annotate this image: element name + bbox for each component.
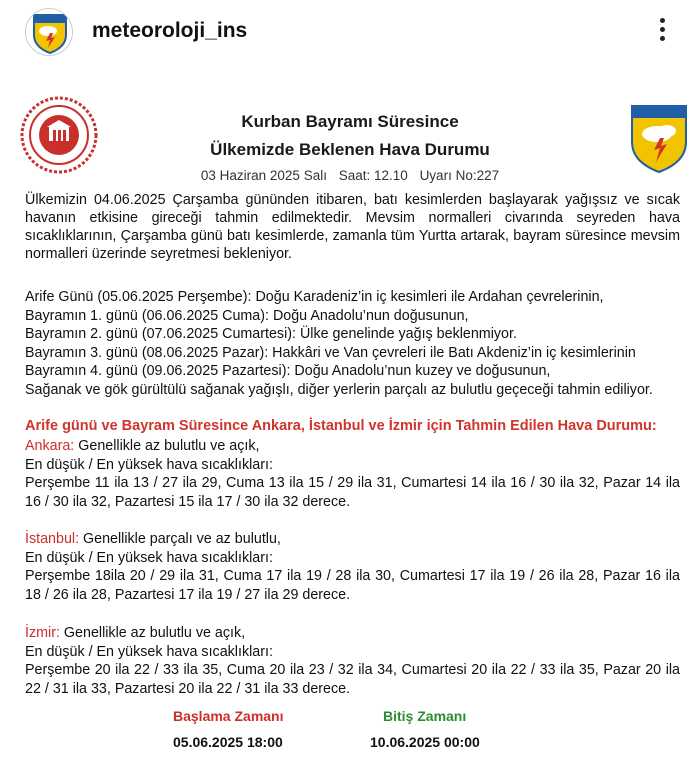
warning-number: Uyarı No:227 — [419, 168, 500, 183]
avatar[interactable] — [25, 8, 73, 56]
day-item: Bayramın 4. günü (09.06.2025 Pazartesi): Doğu Anadolu’nun kuzey ve doğusunun, — [25, 363, 551, 379]
city-summary: Genellikle parçalı ve az bulutlu, — [79, 531, 281, 547]
temps-label: En düşük / En yüksek hava sıcaklıkları: — [25, 643, 273, 660]
emergency-seal-logo — [20, 96, 98, 174]
end-time-label: Bitiş Zamanı — [383, 708, 467, 724]
day-item: Bayramın 1. günü (06.06.2025 Cuma): Doğu Anadolu’nun doğusunun, — [25, 307, 469, 324]
post-header — [0, 0, 700, 66]
title-line-2: Ülkemizde Beklenen Hava Durumu — [210, 140, 490, 159]
temps-label: En düşük / En yüksek hava sıcaklıkları: — [25, 456, 273, 473]
city-forecast-istanbul — [25, 530, 680, 604]
day-item: Sağanak ve gök gürültülü sağanak yağışlı, diğer yerlerin parçalı az bulutlu geçeceği tahmin ediliyor. — [25, 381, 653, 398]
day-list — [25, 288, 680, 399]
day-item: Bayramın 3. günü (08.06.2025 Pazar): Hakkâri ve Van çevreleri ile Batı Akdeniz’in iç kesimlerinin — [25, 344, 636, 361]
city-name: Ankara: — [25, 438, 75, 454]
intro-paragraph: Ülkemizin 04.06.2025 Çarşamba gününden itibaren, batı kesimlerden başlayarak yağışsız ve sıcak havanın etkisine gireceği tahmin edilmektedir. Mevsim normalleri civarında seyreden hava sıcaklıklarının, Çarşamba günü batı kesimlerde, zamanla tüm Yurtta artarak, bayram süresince mevsim normalleri üzerinde seyretmesi bekleniyor. — [25, 192, 680, 262]
day-item: Arife Günü (05.06.2025 Perşembe): Doğu Karadeniz’in iç kesimleri ile Ardahan çevrelerinin, — [25, 289, 604, 305]
temps-values: Perşembe 18ila 20 / 29 ila 31, Cuma 17 ila 19 / 28 ila 30, Cumartesi 17 ila 19 / 26 ila 28, Pazar 16 ila 18 / 26 ila 28, Pazartesi 17 ila 19 / 27 ila 29 derece. — [25, 568, 680, 603]
end-time-value: 10.06.2025 00:00 — [370, 734, 480, 750]
city-summary: Genellikle az bulutlu ve açık, — [59, 625, 246, 641]
temps-values: Perşembe 20 ila 22 / 33 ila 35, Cuma 20 ila 23 / 32 ila 34, Cumartesi 20 ila 22 / 33 ila 35, Pazar 20 ila 22 / 31 ila 33, Pazartesi 20 ila 22 / 31 ila 33 derece. — [25, 662, 680, 697]
city-forecast-ankara — [25, 437, 680, 511]
city-name: İzmir: — [25, 625, 60, 641]
start-time-label: Başlama Zamanı — [173, 708, 284, 724]
temps-values: Perşembe 11 ila 13 / 27 ila 29, Cuma 13 ila 15 / 29 ila 31, Cumartesi 14 ila 16 / 30 ila 32, Pazar 14 ila 16 / 30 ila 32, Pazartesi 15 ila 17 / 30 ila 32 derece. — [25, 475, 680, 510]
username[interactable]: meteoroloji_ins — [92, 19, 248, 42]
more-vertical-icon[interactable] — [652, 18, 672, 48]
city-summary: Genellikle az bulutlu ve açık, — [74, 438, 260, 454]
city-forecast-izmir — [25, 624, 680, 698]
meteoroloji-shield-icon — [630, 104, 688, 174]
city-name: İstanbul: — [25, 531, 80, 547]
meteoroloji-logo-icon — [26, 9, 73, 56]
meteoroloji-logo — [630, 104, 688, 174]
temps-label: En düşük / En yüksek hava sıcaklıkları: — [25, 549, 273, 566]
forecast-title: Arife günü ve Bayram Süresince Ankara, İstanbul ve İzmir için Tahmin Edilen Hava Durumu: — [25, 418, 657, 434]
meta-line — [150, 168, 550, 183]
date: 03 Haziran 2025 Salı — [200, 168, 327, 183]
day-item: Bayramın 2. günü (07.06.2025 Cumartesi): Ülke genelinde yağış beklenmiyor. — [25, 326, 517, 342]
title-line-1: Kurban Bayramı Süresince — [241, 112, 459, 131]
start-time-value: 05.06.2025 18:00 — [173, 734, 283, 750]
seal-icon — [20, 96, 98, 174]
post-image — [0, 66, 700, 764]
time: Saat: 12.10 — [338, 168, 408, 183]
